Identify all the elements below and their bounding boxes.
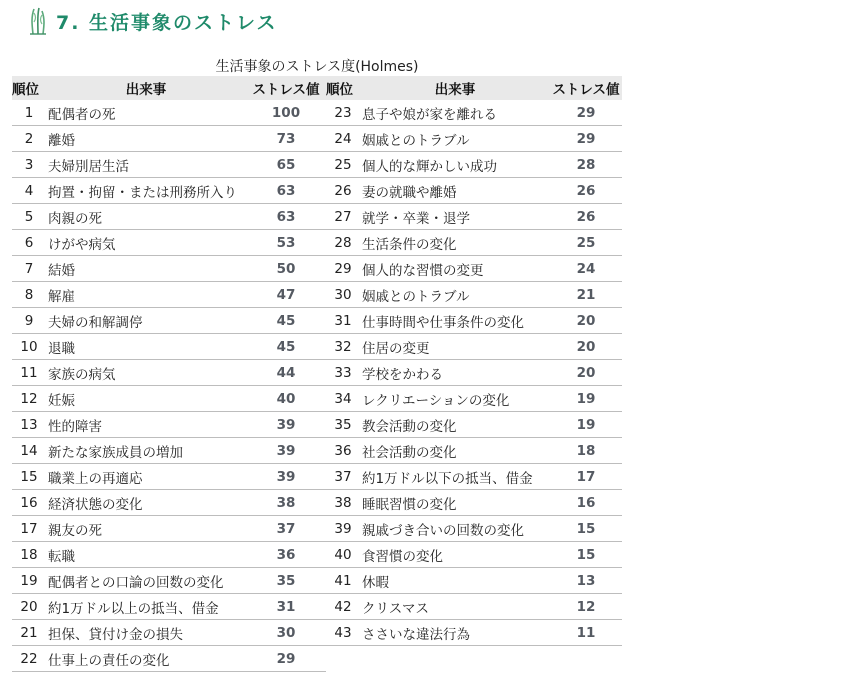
right-event-cell: 息子や娘が家を離れる [360,100,550,126]
left-value-cell: 44 [246,360,326,386]
left-rank-cell: 12 [12,386,46,412]
right-rank-cell: 29 [326,256,360,282]
right-event-cell: 仕事時間や仕事条件の変化 [360,308,550,334]
table-row [12,100,622,126]
left-event-cell: 仕事上の責任の変化 [46,646,246,672]
right-rank-cell: 41 [326,568,360,594]
right-rank-cell: 34 [326,386,360,412]
left-value-cell: 73 [246,126,326,152]
left-rank-cell: 21 [12,620,46,646]
right-event-cell: 姻戚とのトラブル [360,126,550,152]
right-rank-cell: 28 [326,230,360,256]
table-row [12,594,622,620]
left-rank-cell: 16 [12,490,46,516]
right-rank-cell: 36 [326,438,360,464]
table-row [12,308,622,334]
left-event-cell: けがや病気 [46,230,246,256]
left-event-cell: 離婚 [46,126,246,152]
right-rank-cell: 30 [326,282,360,308]
right-event-cell: 生活条件の変化 [360,230,550,256]
right-rank-cell: 42 [326,594,360,620]
header-event: 出来事 [46,76,246,100]
right-event-cell: 教会活動の変化 [360,412,550,438]
left-event-cell: 配偶者との口論の回数の変化 [46,568,246,594]
table-row [12,412,622,438]
left-value-cell: 39 [246,464,326,490]
right-rank-cell: 35 [326,412,360,438]
right-value-cell: 24 [550,256,622,282]
table-row [12,282,622,308]
left-event-cell: 転職 [46,542,246,568]
section-heading [28,6,277,36]
stress-table [12,76,622,672]
left-rank-cell: 6 [12,230,46,256]
left-value-cell: 39 [246,438,326,464]
left-value-cell: 29 [246,646,326,672]
table-row [12,178,622,204]
right-rank-cell: 31 [326,308,360,334]
right-event-cell: 住居の変更 [360,334,550,360]
table-row [12,386,622,412]
left-value-cell: 37 [246,516,326,542]
right-value-cell: 17 [550,464,622,490]
table-row [12,230,622,256]
left-rank-cell: 11 [12,360,46,386]
left-rank-cell: 8 [12,282,46,308]
left-rank-cell: 5 [12,204,46,230]
left-rank-cell: 3 [12,152,46,178]
table-row [12,256,622,282]
table-row [12,542,622,568]
right-rank-cell: 27 [326,204,360,230]
table-row [12,152,622,178]
header-rank: 順位 [12,76,46,100]
left-event-cell: 解雇 [46,282,246,308]
right-value-cell: 19 [550,386,622,412]
right-rank-cell: 33 [326,360,360,386]
left-rank-cell: 9 [12,308,46,334]
left-value-cell: 50 [246,256,326,282]
left-rank-cell: 7 [12,256,46,282]
left-event-cell: 夫婦別居生活 [46,152,246,178]
right-value-cell: 28 [550,152,622,178]
right-value-cell: 20 [550,360,622,386]
left-rank-cell: 4 [12,178,46,204]
right-event-cell: 就学・卒業・退学 [360,204,550,230]
right-rank-cell: 25 [326,152,360,178]
right-value-cell: 20 [550,334,622,360]
left-value-cell: 100 [246,100,326,126]
left-value-cell: 39 [246,412,326,438]
left-event-cell: 配偶者の死 [46,100,246,126]
table-row [12,516,622,542]
table-row [12,490,622,516]
left-value-cell: 53 [246,230,326,256]
right-event-cell: 妻の就職や離婚 [360,178,550,204]
right-value-cell: 12 [550,594,622,620]
left-value-cell: 45 [246,334,326,360]
table-row [12,568,622,594]
right-rank-cell: 39 [326,516,360,542]
reed-logo-icon [28,7,48,35]
left-value-cell: 47 [246,282,326,308]
left-value-cell: 40 [246,386,326,412]
left-event-cell: 肉親の死 [46,204,246,230]
right-value-cell: 21 [550,282,622,308]
table-row [12,464,622,490]
empty-cell [360,646,550,672]
left-event-cell: 新たな家族成員の増加 [46,438,246,464]
table-row [12,646,622,672]
right-value-cell: 13 [550,568,622,594]
right-event-cell: 姻戚とのトラブル [360,282,550,308]
header-event: 出来事 [360,76,550,100]
right-event-cell: 親戚づき合いの回数の変化 [360,516,550,542]
header-rank: 順位 [326,76,360,100]
right-rank-cell: 32 [326,334,360,360]
table-row [12,204,622,230]
left-event-cell: 夫婦の和解調停 [46,308,246,334]
table-row [12,620,622,646]
right-rank-cell: 40 [326,542,360,568]
left-rank-cell: 18 [12,542,46,568]
left-event-cell: 家族の病気 [46,360,246,386]
right-value-cell: 18 [550,438,622,464]
left-rank-cell: 1 [12,100,46,126]
left-rank-cell: 15 [12,464,46,490]
left-rank-cell: 14 [12,438,46,464]
left-value-cell: 38 [246,490,326,516]
right-event-cell: 個人的な輝かしい成功 [360,152,550,178]
left-rank-cell: 22 [12,646,46,672]
table-caption: 生活事象のストレス度(Holmes) [215,59,419,75]
right-value-cell: 20 [550,308,622,334]
right-rank-cell: 37 [326,464,360,490]
left-rank-cell: 13 [12,412,46,438]
left-value-cell: 65 [246,152,326,178]
right-rank-cell: 43 [326,620,360,646]
empty-cell [550,646,622,672]
right-event-cell: 個人的な習慣の変更 [360,256,550,282]
left-event-cell: 退職 [46,334,246,360]
table-row [12,438,622,464]
right-value-cell: 15 [550,516,622,542]
right-value-cell: 29 [550,126,622,152]
left-value-cell: 63 [246,178,326,204]
page-title: 7. 生活事象のストレス [56,11,278,34]
left-value-cell: 63 [246,204,326,230]
right-event-cell: クリスマス [360,594,550,620]
header-value: ストレス値 [550,76,622,100]
left-value-cell: 45 [246,308,326,334]
right-value-cell: 19 [550,412,622,438]
right-rank-cell: 24 [326,126,360,152]
left-rank-cell: 20 [12,594,46,620]
right-rank-cell: 38 [326,490,360,516]
right-rank-cell: 26 [326,178,360,204]
left-value-cell: 36 [246,542,326,568]
right-event-cell: レクリエーションの変化 [360,386,550,412]
right-event-cell: 社会活動の変化 [360,438,550,464]
right-value-cell: 26 [550,178,622,204]
left-event-cell: 妊娠 [46,386,246,412]
table-row [12,126,622,152]
table-row [12,334,622,360]
left-event-cell: 職業上の再適応 [46,464,246,490]
table-row [12,360,622,386]
left-event-cell: 親友の死 [46,516,246,542]
left-event-cell: 性的障害 [46,412,246,438]
left-event-cell: 経済状態の変化 [46,490,246,516]
right-value-cell: 16 [550,490,622,516]
left-rank-cell: 10 [12,334,46,360]
left-event-cell: 約1万ドル以上の抵当、借金 [46,594,246,620]
left-value-cell: 30 [246,620,326,646]
left-value-cell: 35 [246,568,326,594]
right-value-cell: 25 [550,230,622,256]
left-rank-cell: 2 [12,126,46,152]
right-event-cell: 睡眠習慣の変化 [360,490,550,516]
right-event-cell: 学校をかわる [360,360,550,386]
right-value-cell: 15 [550,542,622,568]
left-event-cell: 拘置・拘留・または刑務所入り [46,178,246,204]
left-event-cell: 結婚 [46,256,246,282]
right-event-cell: 食習慣の変化 [360,542,550,568]
left-value-cell: 31 [246,594,326,620]
right-event-cell: 休暇 [360,568,550,594]
table-header-row [12,76,622,100]
left-rank-cell: 19 [12,568,46,594]
empty-cell [326,646,360,672]
right-value-cell: 29 [550,100,622,126]
left-event-cell: 担保、貸付け金の損失 [46,620,246,646]
right-event-cell: ささいな違法行為 [360,620,550,646]
right-value-cell: 11 [550,620,622,646]
right-value-cell: 26 [550,204,622,230]
right-rank-cell: 23 [326,100,360,126]
header-value: ストレス値 [246,76,326,100]
right-event-cell: 約1万ドル以下の抵当、借金 [360,464,550,490]
left-rank-cell: 17 [12,516,46,542]
